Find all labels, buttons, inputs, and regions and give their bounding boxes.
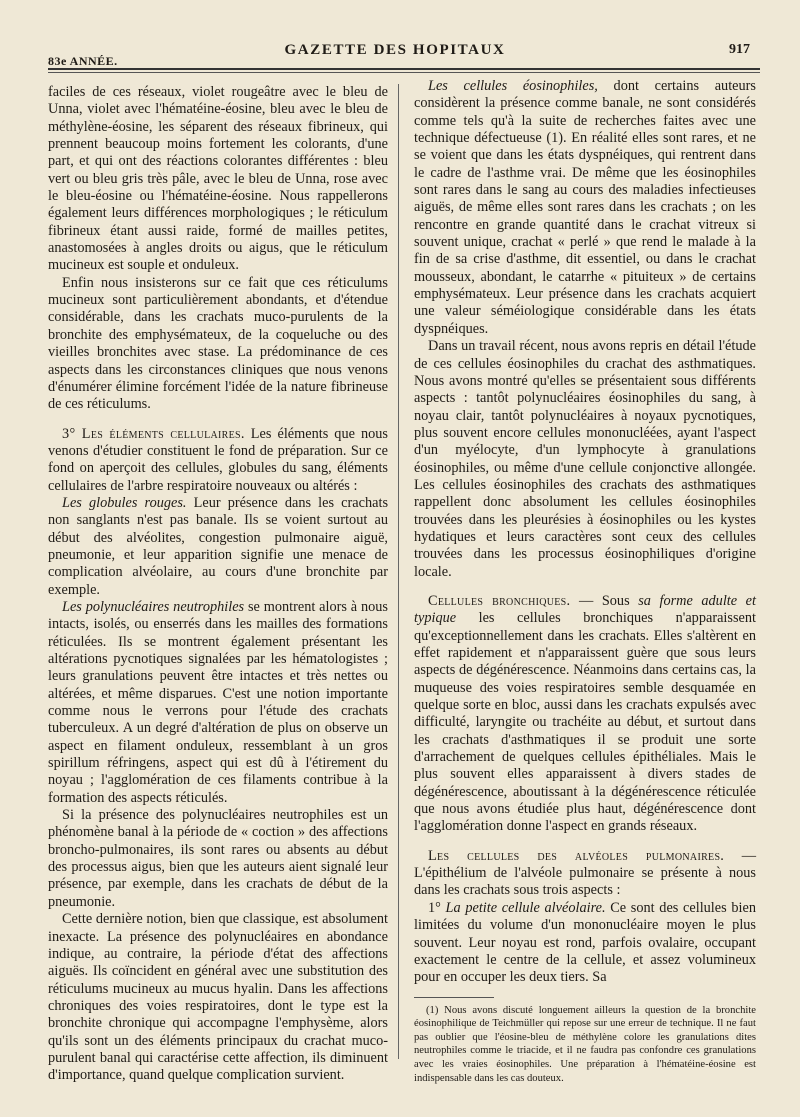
paragraph: Si la présence des polynucléaires neutrophiles est un phénomène banal à la période de « coction » des affections broncho-pulmonaires, ils sont rares ou absents au début des processus aigus, bien que les auteurs aient signalé leur présence, par exemple, dans les crachats de début de la pneumonie. — [48, 807, 388, 910]
section-heading: Les cellules des alvéoles pulmonaires. — [428, 847, 725, 864]
journal-title: GAZETTE DES HOPITAUX — [284, 42, 506, 58]
paragraph: 1° La petite cellule alvéolaire. Ce sont des cellules bien limitées du volume d'un mononucléaire moyen le plus souvent. Leur noyau est rond, parfois ovalaire, occupant exactement le centre de la cellule, et assez volumineux pour en occuper les deux tiers. Sa — [414, 899, 756, 986]
subsection-heading: Les cellules éosinophiles, — [428, 78, 598, 94]
paragraph: Dans un travail récent, nous avons repris en détail l'étude de ces cellules éosinophiles du crachat des asthmatiques. Nous avons montré qu'elles se présentaient sous différents aspects : tantôt polynucléaires éosinophiles du sang, à noyau clair, tantôt polynucléaires à noyaux pycnotiques, plus souvent encore cellules mononucléées, ayant l'aspect d'un myélocyte, d'un lymphocyte à granulations éosinophiles, ou même d'une cellule conjonctive allongée. Les cellules éosinophiles des crachats des asthmatiques rappellent donc absolument les cellules éosinophiles trouvées dans les pleurésies à éosinophiles ou les kystes hydatiques et leurs caractères sont ceux des cellules trouvées dans les processus éosinophiliques d'origine locale. — [414, 338, 756, 580]
paragraph: Cellules bronchiques. — Sous sa forme adulte et typique les cellules bronchiques n'apparaissent qu'exceptionnellement dans les crachats. Elles s'altèrent en effet rapidement et n'apparaissent guère que sous leurs aspects de dégénérescence. Néanmoins dans certains cas, la muqueuse des voies respiratoires semble desquamée en quelque sorte en bloc, aussi dans les crachats expulsés avec difficulté, laryngite ou trachéite au début, et surtout dans les crachats d'asthmatiques il se produit une sorte d'arrachement de quelques cellules épithéliales. Mais le plus souvent elles apparaissent à divers stades de dégénérescence, aboutissant à la dégénérescence réticulée que nous avons étudiée plus haut, dégénérescence dont l'agglomération donne l'aspect en grands réseaux. — [414, 592, 756, 835]
section-heading: Cellules bronchiques. — [428, 592, 571, 609]
section-heading: 3° Les éléments cellulaires. — [62, 425, 245, 442]
subsection-heading: La petite cellule alvéolaire. — [445, 899, 606, 916]
header-rule — [48, 68, 760, 70]
subsection-heading: Les polynucléaires neutrophiles — [62, 598, 245, 615]
volume-year: 83e ANNÉE. — [48, 54, 118, 68]
header-rule-thin — [48, 72, 760, 73]
paragraph: Enfin nous insisterons sur ce fait que ces réticulums mucineux sont particulièrement abondants, et d'étendue considérable, dans les crachats muco-purulents de la bronchite des emphysémateux, de la coqueluche ou des vieilles bronchites avec stase. La prédominance de ces aspects dans les circonstances cliniques que nous venons d'énumérer élimine forcément l'idée de la nature fibrineuse de ces réticulums. — [48, 274, 388, 413]
paragraph: Les cellules des alvéoles pulmonaires. — L'épithélium de l'alvéole pulmonaire se présente à nous dans les crachats sous trois aspects : — [414, 847, 756, 899]
paragraph: Les polynucléaires neutrophiles se montrent alors à nous intacts, isolés, ou enserrés dans les mailles des formations réticulées. Ils se montrent également présentant les altérations pycnotiques signalées par les hématologistes ; leurs granulations peuvent être intactes et très nettes ou altérées, et même disparues. C'est une notion importante comme nous le verrons pour l'étude des crachats tuberculeux. A un degré d'altération de plus on observe un aspect en filament onduleux, ressemblant à un gros spirillum réfringens, aspect qui est dû à l'étirement du noyau ; l'agglomération de ces filaments contribue à la formation des aspects réticulés. — [48, 598, 388, 806]
left-column — [48, 84, 388, 1085]
paragraph: faciles de ces réseaux, violet rougeâtre avec le bleu de Unna, violet avec l'hématéine-éosine, bleu avec le bleu de méthylène-éosine, les séparent des réseaux fibrineux, qui prennent beaucoup moins fortement les colorants, d'une part, et qui ont des réactions colorantes différentes : bleu vert ou bleu gris très pâle, avec le bleu de Unna, rose avec le bleu-éosine ou l'hématéine-éosine. Nous rappellerons également leurs différences morphologiques ; le réticulum fibrineux étant aussi raide, formé de mailles petites, anastomosées à angles droits ou aigus, que le réticulum mucineux est souple et onduleux. — [48, 84, 388, 274]
paragraph: Les globules rouges. Leur présence dans les crachats non sanglants n'est pas banale. Ils se voient surtout au début des alvéolites, congestion pulmonaire aiguë, pneumonie, et leur apparition signifie une menace de complication alvéolaire, au cours d'une bronchite par exemple. — [48, 494, 389, 598]
paragraph: 3° Les éléments cellulaires. Les éléments que nous venons d'étudier constituent le fond de préparation. Sur ce fond on aperçoit des cellules, globules du sang, éléments cellulaires de l'arbre respiratoire nouveaux ou altérés : — [48, 425, 388, 494]
paragraph: Les cellules éosinophiles, dont certains auteurs considèrent la présence comme banale, ne sont considérés comme tels qu'à la suite de recherches faites avec une technique défectueuse (1). En réalité elles sont rares, et ne se voient que dans les états dyspnéiques, qui rentrent dans le cadre de l'asthme vrai. De même que les éosinophiles sont rares dans le sang au cours des maladies infectieuses aiguës, de même elles sont rares dans les crachats ; on les rencontre en grande quantité dans le crachat vitreux si souvent unique, crachat « perlé » que rend le malade à la fin de sa crise d'asthme, dit essentiel, ou dans le crachat mousseux, abondant, le catarrhe « pituiteux » de certains emphysémateux. Leur présence dans les crachats acquiert une valeur séméiologique considérable dans les états dyspnéiques. — [414, 78, 756, 337]
subsection-heading: Les globules rouges. — [62, 494, 187, 511]
page-header — [30, 38, 760, 68]
right-column — [414, 78, 756, 1085]
page-number: 917 — [729, 42, 750, 57]
footnote: (1) Nous avons discuté longuement ailleurs la question de la bronchite éosinophilique de Teichmüller qui repose sur une erreur de technique. Il ne faut pas oublier que l'éosine-bleu de méthylène colore les granulations dites neutrophiles comme le triacide, et il ne faudra pas confondre ces granulations avec les vraies éosinophiles. Une préparation à l'hématéine-éosine est indispensable dans les cas douteux. — [414, 1004, 756, 1084]
paragraph: Cette dernière notion, bien que classique, est absolument inexacte. La présence des polynucléaires en abondance indique, au contraire, la période d'état des affections aiguës. Ils coïncident en général avec une substitution des réticulums mucineux au mucus hyalin. Dans les affections chroniques des voies respiratoires, dont le type est la bronchite chronique qui accompagne l'emphysème, alors qu'ils sont un des éléments principaux du crachat muco-purulent banal qui caractérise cette affection, ils diminuent d'importance, quand quelque complication survient. — [48, 911, 388, 1084]
column-divider — [398, 84, 399, 1059]
footnote-rule — [414, 997, 494, 998]
